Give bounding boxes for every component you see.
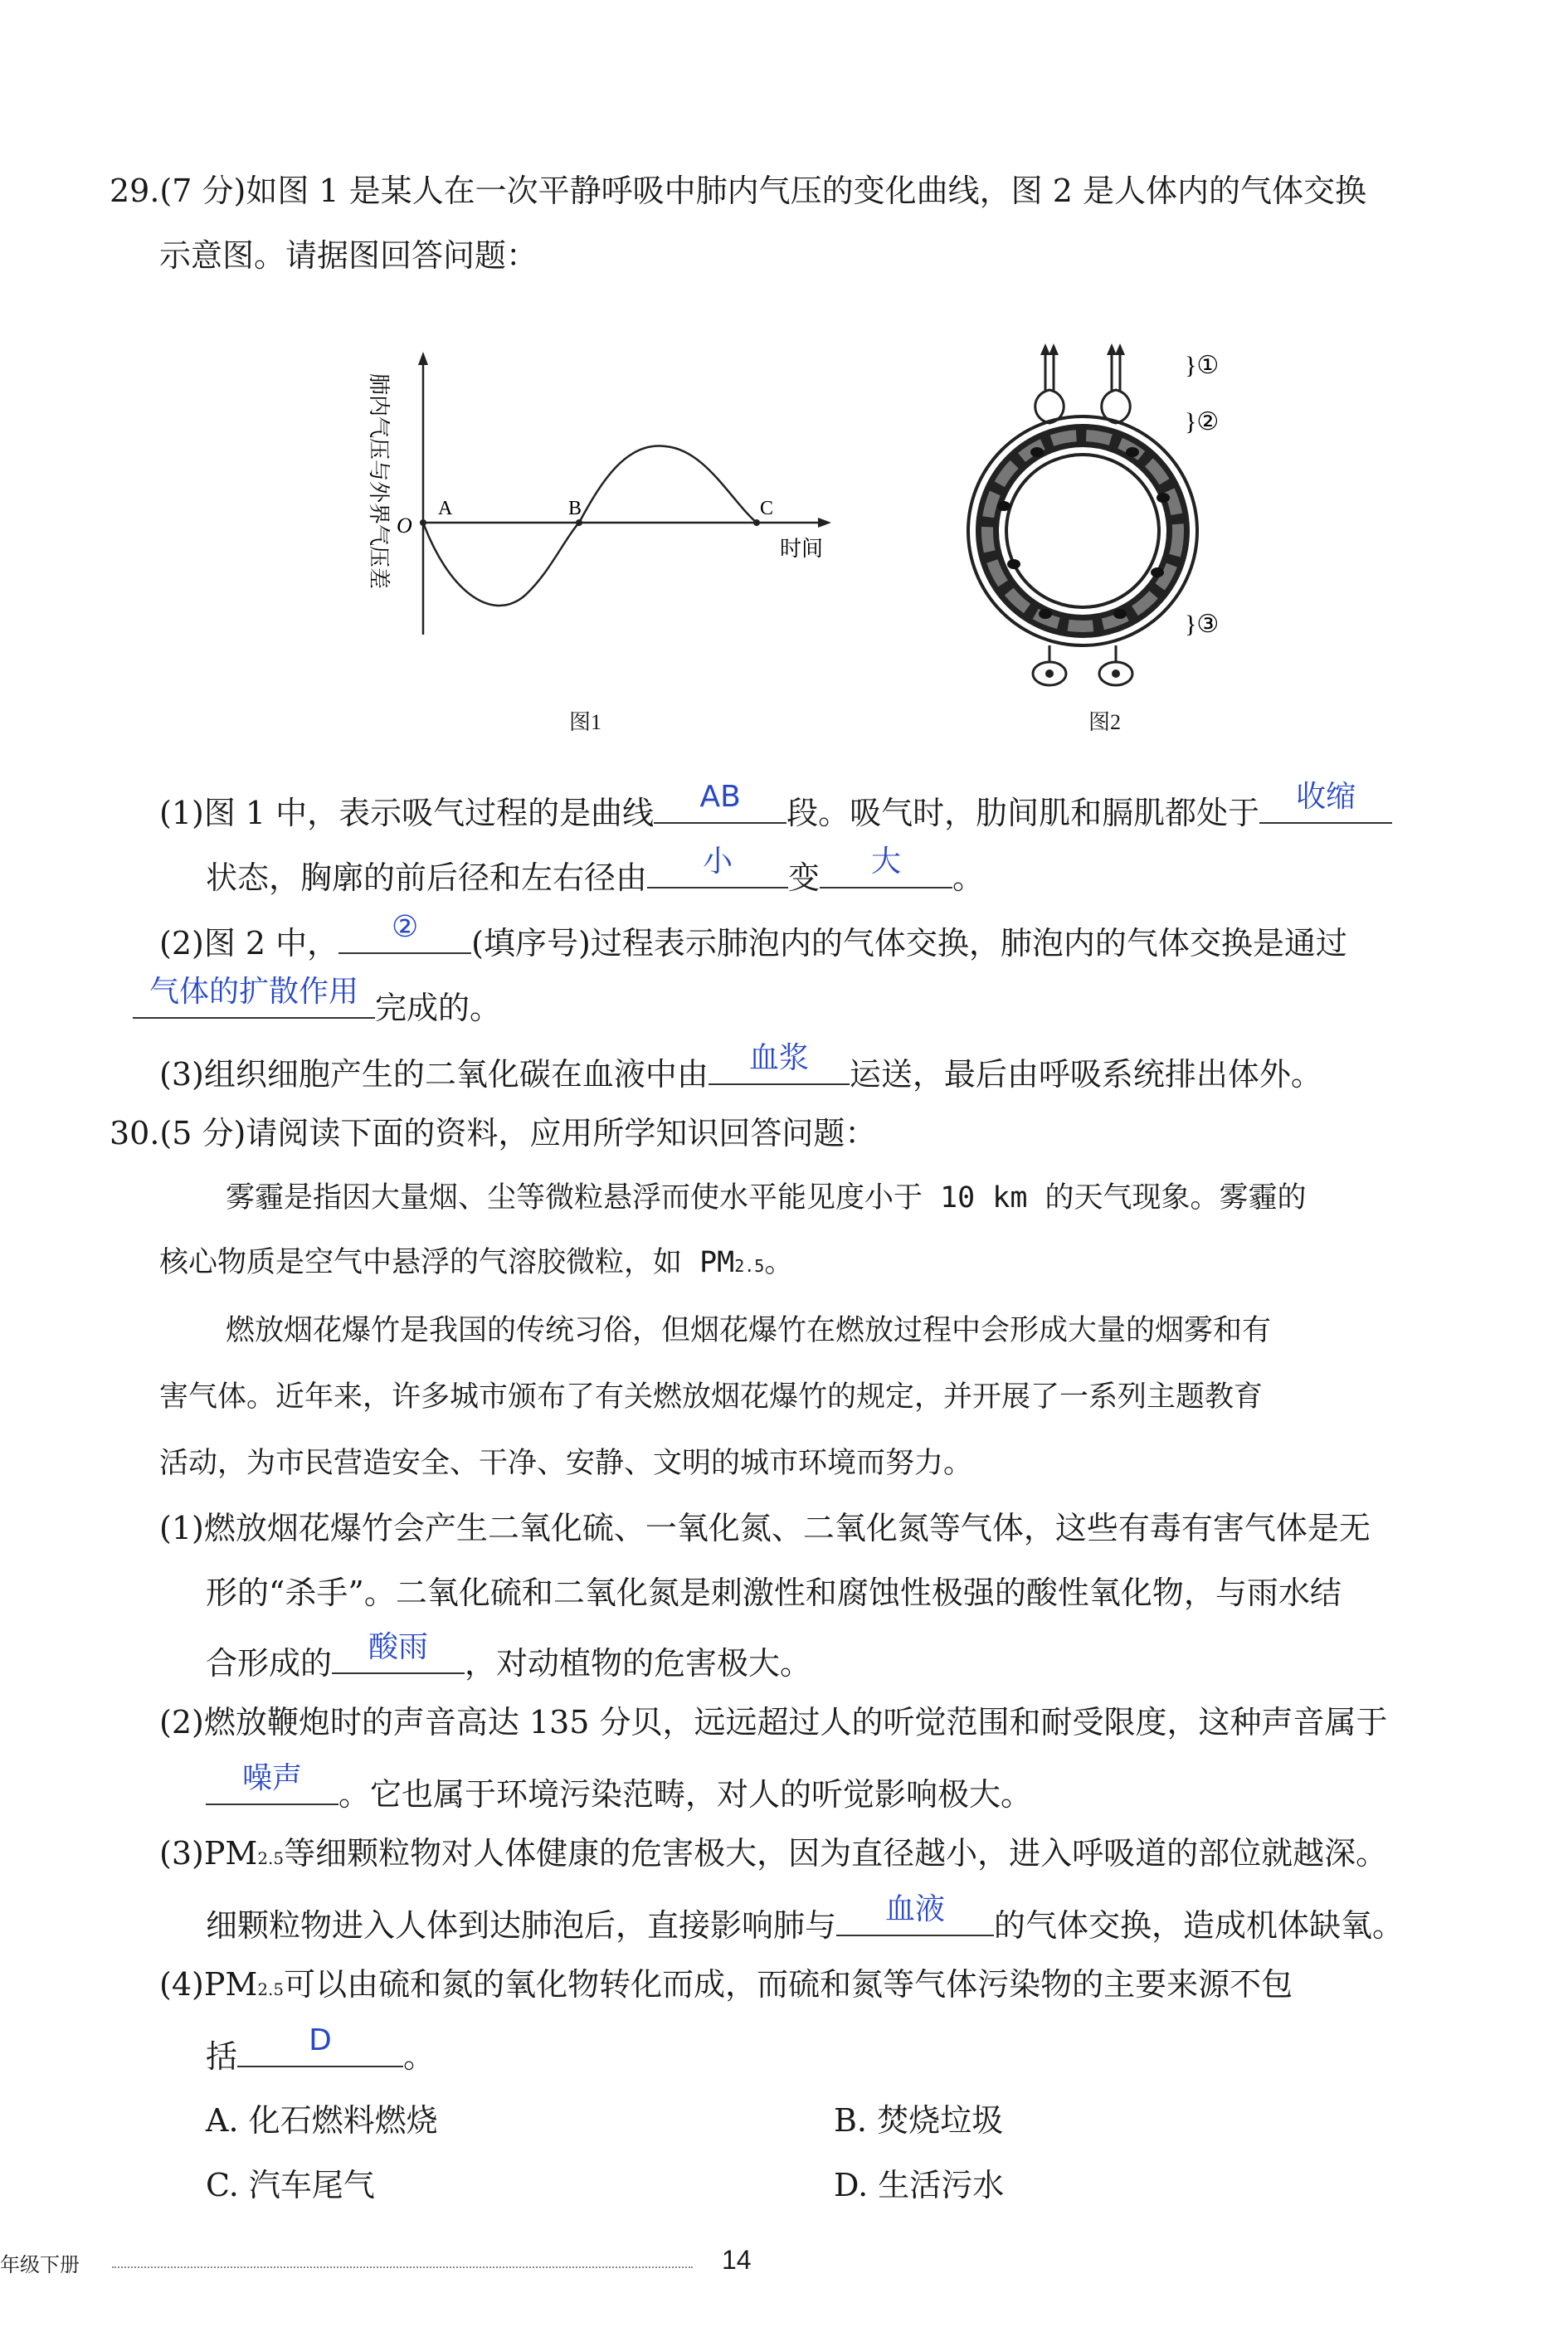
- q29-answer-small: 小: [703, 845, 733, 879]
- fig1-caption: 图1: [569, 710, 602, 734]
- fig2-label-1: }①: [1185, 352, 1220, 379]
- footer-dotted-rule: [112, 2266, 693, 2268]
- q30-blank-noise: [206, 1761, 338, 1805]
- q30-sub1-line2: 形的“杀手”。二氧化硫和二氧化氮是刺激性和腐蚀性极强的酸性氧化物，与雨水结: [206, 1575, 1342, 1611]
- q29-part1-line2: 状态，胸廓的前后径和左右径由 小 变 大 。: [206, 845, 985, 896]
- tissue-cell-left-icon: [1033, 645, 1066, 685]
- vessel-outer-wall: [968, 416, 1197, 645]
- q30-stem: 30.(5 分)请阅读下面的资料，应用所学知识回答问题：: [110, 1115, 877, 1151]
- q30-para1-line2: 核心物质是空气中悬浮的气溶胶微粒，如 PM2.5。: [159, 1246, 794, 1279]
- q29-blank-ab: [654, 780, 786, 824]
- q29-answer-plasma: 血浆: [748, 1041, 809, 1075]
- fig1-x-label: 时间: [780, 537, 824, 561]
- fig1-x-arrow-icon: [818, 518, 831, 528]
- option-d: D. 生活污水: [834, 2167, 1005, 2203]
- q30-answer-choice: D: [309, 2023, 332, 2057]
- q30-sub3-line2: 细颗粒物进入人体到达肺泡后，直接影响肺与 血液 的气体交换，造成机体缺氧。: [206, 1892, 1405, 1944]
- fig1-y-arrow-icon: [418, 352, 428, 365]
- q29-stem-line2: 示意图。请据图回答问题：: [159, 237, 538, 274]
- fig1-point-b-label: B: [568, 498, 582, 519]
- fig2-caption: 图2: [1088, 710, 1122, 734]
- alveolus-left-icon: [1035, 343, 1064, 423]
- q30-sub3-line1: (3)PM2.5等细颗粒物对人体健康的危害极大，因为直径越小，进入呼吸道的部位就越深。: [159, 1835, 1388, 1872]
- q30-sub2-line2: 噪声 。它也属于环境污染范畴，对人的听觉影响极大。: [206, 1767, 1032, 1816]
- q29-blank-large: [820, 845, 952, 888]
- q30-blank-choice: [237, 2023, 403, 2067]
- fig1-point-c-dot: [753, 519, 760, 526]
- fig1-point-a-label: A: [438, 498, 453, 519]
- fig2-label-3: }③: [1185, 611, 1220, 638]
- fig1-point-a-dot: [420, 519, 426, 526]
- tissue-cell-right-icon: [1099, 645, 1132, 685]
- q30-para2-line1: 燃放烟花爆竹是我国的传统习俗，但烟花爆竹在燃放过程中会形成大量的烟雾和有: [226, 1314, 1272, 1347]
- q29-part1-line1: (1)图 1 中，表示吸气过程的是曲线 AB 段。吸气时，肋间肌和膈肌都处于 收缩: [159, 786, 1392, 835]
- q29-answer-diffusion: 气体的扩散作用: [149, 975, 358, 1009]
- fig1-point-b-dot: [576, 519, 582, 526]
- fig1-point-c-label: C: [760, 498, 774, 519]
- fig1-curve: [423, 445, 757, 605]
- q30-blank-blood: [836, 1892, 994, 1936]
- fig1-y-label: 肺内气压与外界气压差: [367, 373, 391, 590]
- q30-answer-noise: 噪声: [241, 1761, 302, 1795]
- q29-stem-line1: 29.(7 分)如图 1 是某人在一次平静呼吸中肺内气压的变化曲线，图 2 是人体内的气体交换: [110, 173, 1367, 209]
- q30-para1-line1: 雾霾是指因大量烟、尘等微粒悬浮而使水平能见度小于 10 km 的天气现象。雾霾的: [226, 1181, 1307, 1215]
- alveolus-right-icon: [1102, 343, 1131, 423]
- q29-blank-plasma: [709, 1041, 850, 1085]
- q29-answer-large: 大: [871, 845, 902, 879]
- q30-para2-line2: 害气体。近年来，许多城市颁布了有关燃放烟花爆竹的规定，并开展了一系列主题教育: [159, 1380, 1264, 1414]
- q30-answer-acid-rain: 酸雨: [368, 1630, 429, 1664]
- figure2-gas-exchange: [954, 340, 1253, 689]
- option-a: A. 化石燃料燃烧: [206, 2102, 438, 2139]
- q29-blank-number: [338, 910, 471, 954]
- q29-blank-small: [647, 845, 788, 888]
- q29-part2-line2: 气体的扩散作用 完成的。: [133, 981, 501, 1030]
- q29-part3-line1: (3)组织细胞产生的二氧化碳在血液中由 血浆 运送，最后由呼吸系统排出体外。: [159, 1041, 1322, 1093]
- q29-part2-line1: (2)图 2 中， ② (填序号)过程表示肺泡内的气体交换，肺泡内的气体交换是通过: [159, 910, 1347, 961]
- footer-book-label: 年级下册: [0, 2254, 80, 2276]
- vessel-inner-wall: [1006, 455, 1159, 607]
- fig1-origin-label: O: [397, 514, 412, 538]
- q30-blank-acid-rain: [332, 1630, 465, 1674]
- figure1-pressure-curve: [340, 348, 855, 655]
- q30-sub1-line1: (1)燃放烟花爆竹会产生二氧化硫、一氧化氮、二氧化氮等气体，这些有毒有害气体是无: [159, 1510, 1371, 1546]
- q30-sub1-line3: 合形成的 酸雨 ，对动植物的危害极大。: [206, 1630, 812, 1682]
- q30-para2-line3: 活动，为市民营造安全、干净、安静、文明的城市环境而努力。: [159, 1447, 973, 1480]
- q30-sub2-line1: (2)燃放鞭炮时的声音高达 135 分贝，远远超过人的听觉范围和耐受限度，这种声音属于: [159, 1704, 1388, 1740]
- option-c: C. 汽车尾气: [206, 2167, 375, 2203]
- q29-blank-contract: [1259, 780, 1392, 824]
- page-number: 14: [722, 2245, 752, 2275]
- q29-answer-ab: AB: [699, 780, 741, 814]
- q30-answer-blood: 血液: [885, 1892, 946, 1926]
- q30-sub4-line2: 括 D 。: [206, 2023, 436, 2075]
- fig2-label-2: }②: [1185, 408, 1220, 436]
- q29-answer-contract: 收缩: [1296, 780, 1356, 814]
- option-b: B. 焚烧垃圾: [834, 2102, 1004, 2139]
- q30-sub4-line1: (4)PM2.5可以由硫和氮的氧化物转化而成，而硫和氮等气体污染物的主要来源不包: [159, 1966, 1293, 2003]
- pm-subscript: 2.5: [734, 1256, 765, 1276]
- q29-answer-number: ②: [392, 910, 419, 944]
